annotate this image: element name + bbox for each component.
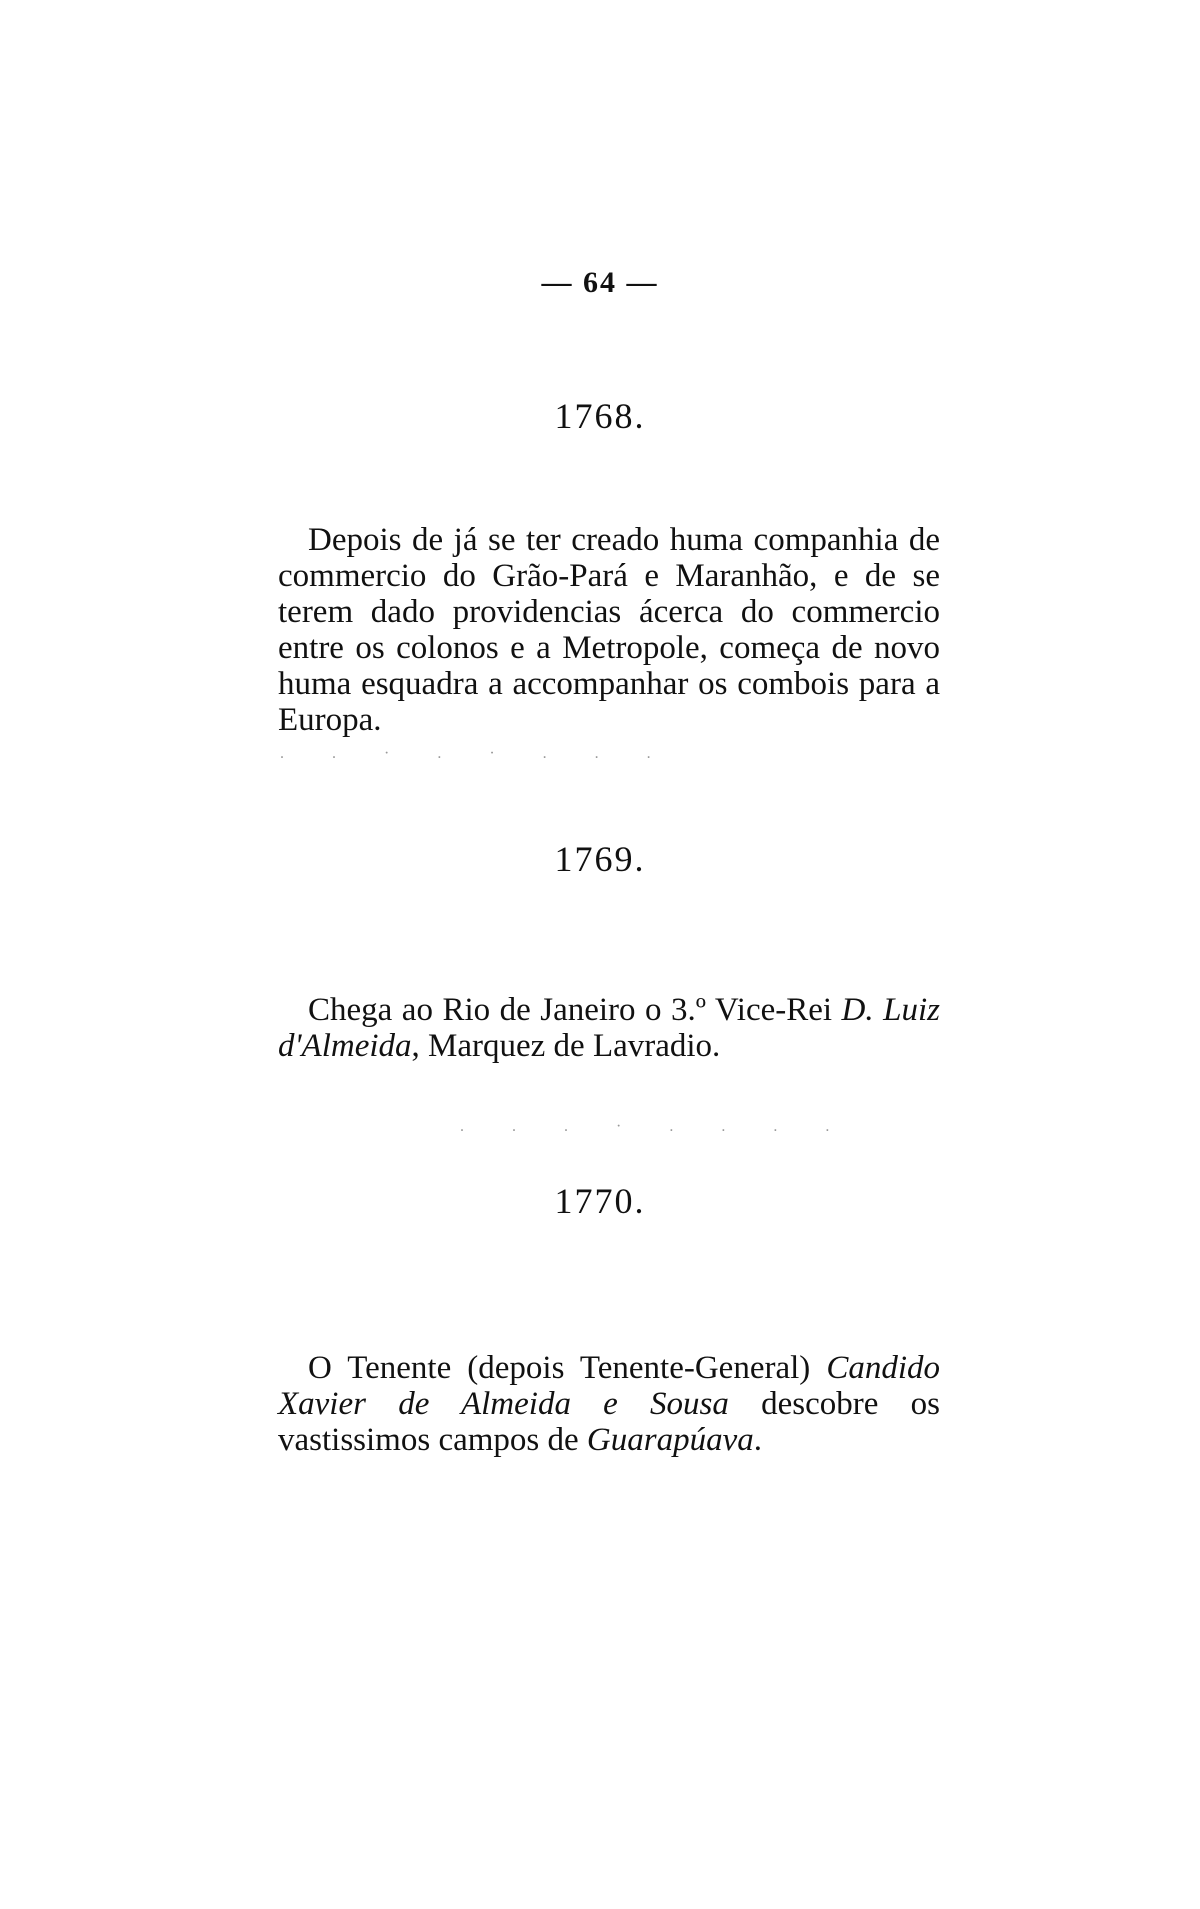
entry-paragraph-1769 (278, 992, 940, 1064)
year-heading-1769: 1769. (554, 839, 646, 879)
entry-text-italic: Guarapúava (586, 1422, 754, 1458)
entry-text: descobre os vastissimos campos de (278, 1386, 940, 1458)
entry-text: O Tenente (depois Tenente-General) (308, 1350, 827, 1386)
entry-text: Depois de já se ter creado huma companhia de commercio do Grão-Pará e Maranhão, e de se terem dado providencias ácerca do commercio entre os colonos e a Metropole, começa de novo huma esquadra a accompanhar os combois para a Europa. (278, 522, 940, 738)
print-speckle: . . · . · . . . (280, 745, 673, 762)
entry-text-italic: D. Luiz d'Almeida (278, 992, 940, 1064)
entry-text: . (753, 1422, 762, 1458)
print-speckle: . . . · . . . . (460, 1118, 852, 1135)
entry-text-italic: Candido Xavier de Almeida e Sousa (278, 1350, 940, 1422)
entry-paragraph-1770 (278, 1350, 940, 1458)
entry-text: , Marquez de Lavradio. (411, 1028, 721, 1064)
year-heading-1768: 1768. (554, 396, 646, 436)
entry-paragraph-1768 (278, 522, 940, 738)
page-number: — 64 — (541, 266, 659, 299)
entry-text: Chega ao Rio de Janeiro o 3.º Vice-Rei (308, 992, 842, 1028)
year-heading-1770: 1770. (554, 1181, 646, 1221)
